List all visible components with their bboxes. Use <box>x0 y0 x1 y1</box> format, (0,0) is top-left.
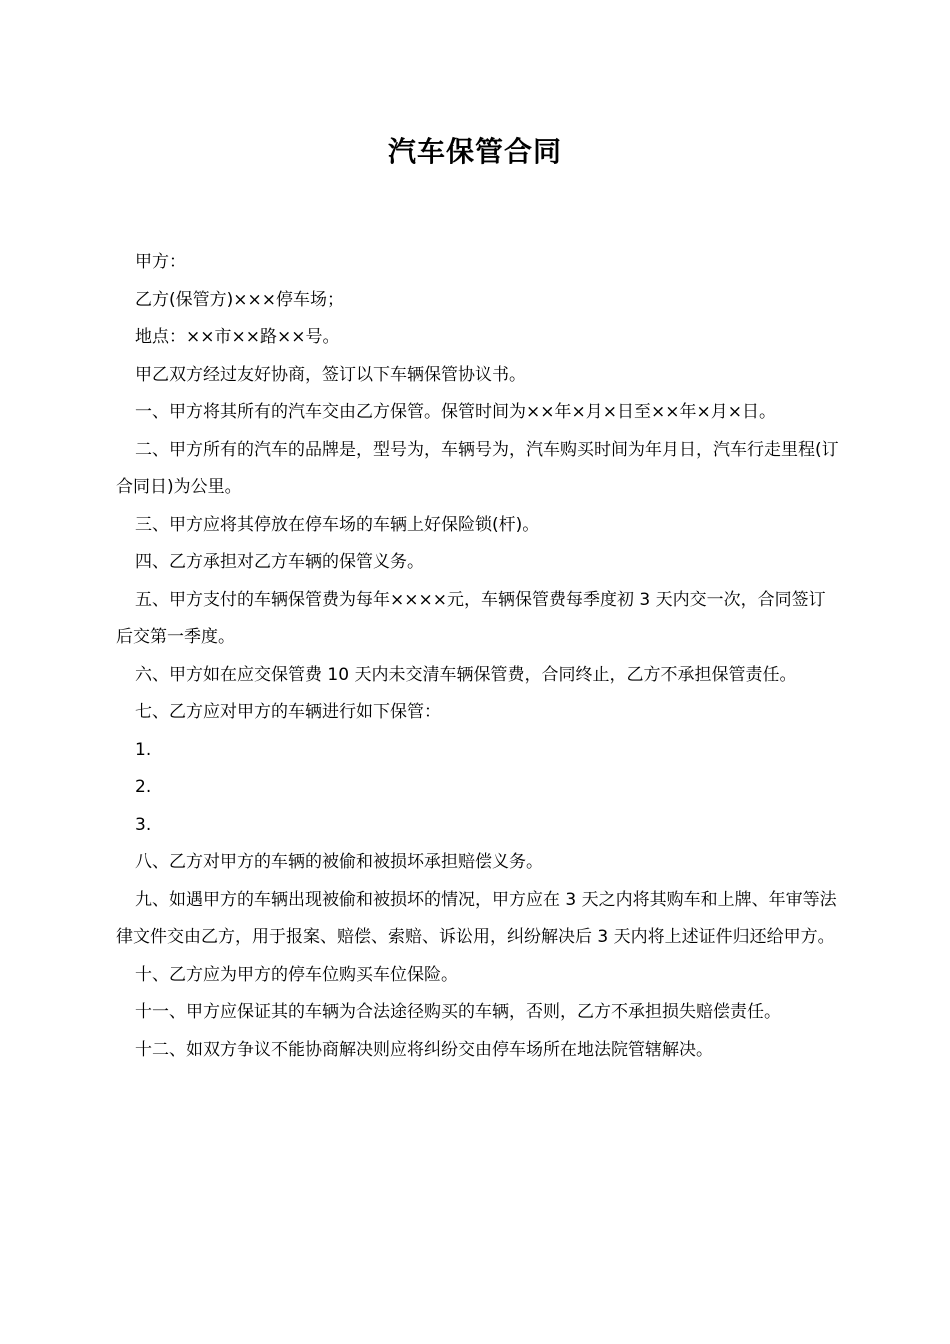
clause-6: 六、甲方如在应交保管费 10 天内未交清车辆保管费，合同终止，乙方不承担保管责任。 <box>135 664 797 685</box>
location-line: 地点：××市××路××号。 <box>135 327 340 347</box>
clause-2: 二、甲方所有的汽车的品牌是，型号为，车辆号为，汽车购买时间为年月日，汽车行走里程(订合同日)为公里。 <box>116 439 839 497</box>
clause-10: 十、乙方应为甲方的停车位购买车位保险。 <box>135 964 458 985</box>
clause-7-item-2: 2. <box>135 777 152 797</box>
party-b-line: 乙方(保管方)×××停车场； <box>135 289 344 310</box>
clause-11: 十一、甲方应保证其的车辆为合法途径购买的车辆，否则，乙方不承担损失赔偿责任。 <box>135 1002 781 1022</box>
preamble-paragraph: 甲乙双方经过友好协商，签订以下车辆保管协议书。 <box>135 364 526 385</box>
clause-9: 九、如遇甲方的车辆出现被偷和被损坏的情况，甲方应在 3 天之内将其购车和上牌、年审等法律文件交由乙方，用于报案、赔偿、索赔、诉讼用，纠纷解决后 3 天内将上述证件归还给甲方。 <box>116 889 837 947</box>
clause-7-item-1: 1. <box>135 739 152 760</box>
document-title: 汽车保管合同 <box>387 135 562 168</box>
clause-5: 五、甲方支付的车辆保管费为每年××××元，车辆保管费每季度初 3 天内交一次，合同签订后交第一季度。 <box>116 589 826 647</box>
clause-3: 三、甲方应将其停放在停车场的车辆上好保险锁(杆)。 <box>135 514 540 535</box>
party-a-line: 甲方： <box>135 252 186 272</box>
clause-12: 十二、如双方争议不能协商解决则应将纠纷交由停车场所在地法院管辖解决。 <box>135 1039 713 1060</box>
clause-1: 一、甲方将其所有的汽车交由乙方保管。保管时间为××年×月×日至××年×月×日。 <box>135 402 776 422</box>
document-body <box>116 244 840 1069</box>
clause-7: 七、乙方应对甲方的车辆进行如下保管： <box>135 702 441 722</box>
clause-4: 四、乙方承担对乙方车辆的保管义务。 <box>135 552 424 572</box>
clause-7-item-3: 3. <box>135 814 152 835</box>
clause-8: 八、乙方对甲方的车辆的被偷和被损坏承担赔偿义务。 <box>135 852 543 872</box>
